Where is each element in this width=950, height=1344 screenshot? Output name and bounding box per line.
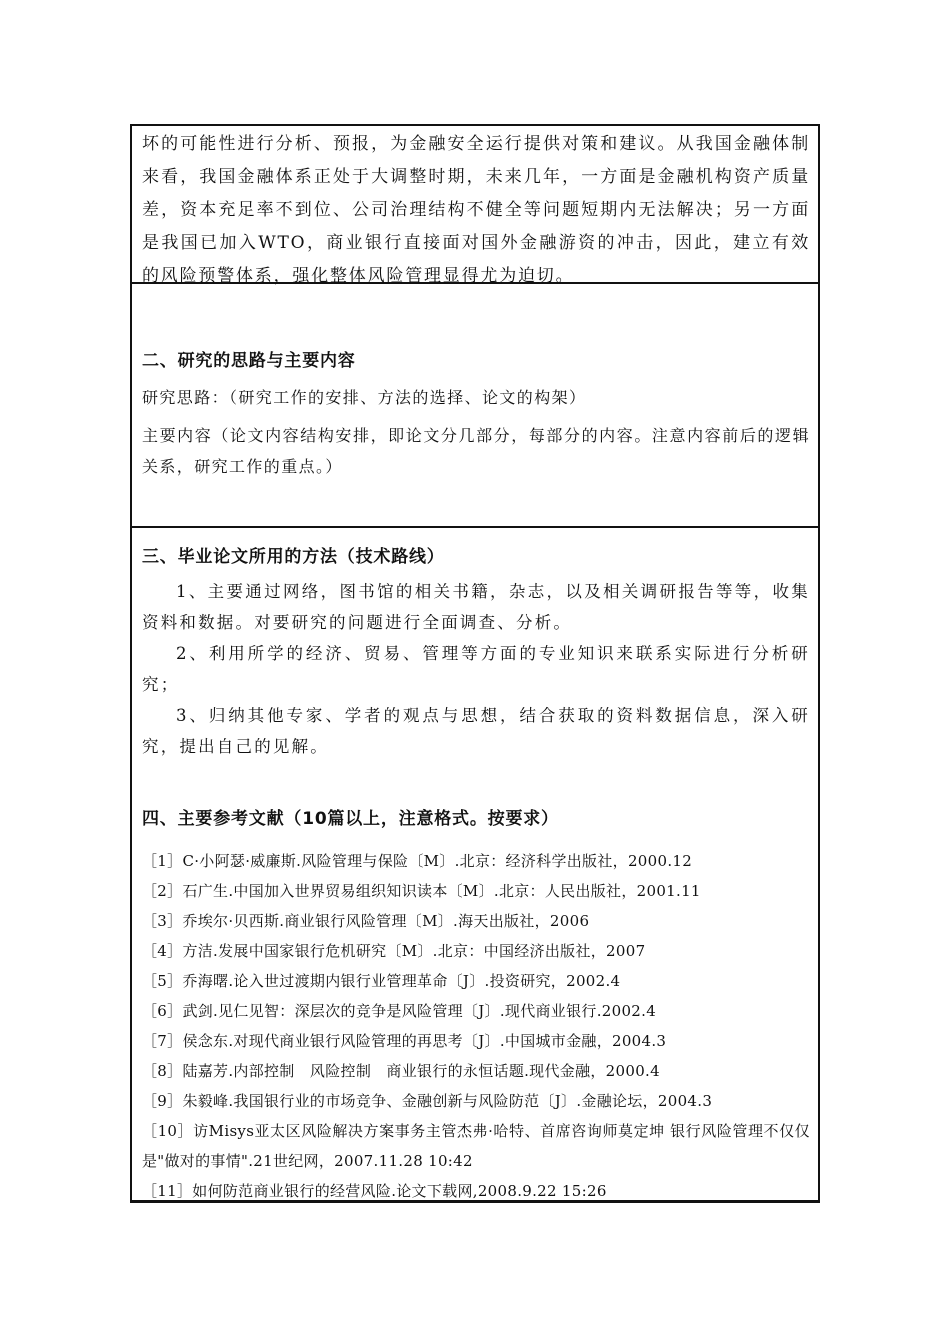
research-idea-note: 研究思路：（研究工作的安排、方法的选择、论文的构架） [142,388,587,407]
methods-and-references-cell [132,528,818,1200]
reference-item: ［8］陆嘉芳.内部控制 风险控制 商业银行的永恒话题.现代金融，2000.4 [142,1062,660,1080]
reference-item: ［10］访Misys亚太区风险解决方案事务主管杰弗·哈特、首席咨询师莫定坤 银行风险管理不仅仅是"做对的事情".21世纪网，2007.11.28 10:42 [142,1122,810,1170]
method-item: 3、归纳其他专家、学者的观点与思想，结合获取的资料数据信息，深入研究，提出自己的见解。 [142,706,810,756]
section-heading-references: 四、主要参考文献（10篇以上，注意格式。按要求） [142,809,559,829]
main-content-note: 主要内容（论文内容结构安排，即论文分几部分，每部分的内容。注意内容前后的逻辑关系，研究工作的重点。） [142,426,810,476]
reference-item: ［7］侯念东.对现代商业银行风险管理的再思考〔J〕.中国城市金融，2004.3 [142,1032,667,1050]
reference-item: ［6］武剑.见仁见智：深层次的竞争是风险管理〔J〕.现代商业银行.2002.4 [142,1002,657,1020]
proposal-form-table [130,124,820,1203]
section-heading-approach: 二、研究的思路与主要内容 [142,351,356,371]
reference-item: ［2］石广生.中国加入世界贸易组织知识读本〔M〕.北京：人民出版社，2001.11 [142,882,701,900]
reference-item: ［1］C·小阿瑟·威廉斯.风险管理与保险〔M〕.北京：经济科学出版社，2000.12 [142,852,693,870]
reference-item: ［9］朱毅峰.我国银行业的市场竞争、金融创新与风险防范〔J〕.金融论坛，2004.3 [142,1092,713,1110]
research-approach-cell [132,284,818,528]
method-item: 2、利用所学的经济、贸易、管理等方面的专业知识来联系实际进行分析研究； [142,644,810,694]
background-cell [132,126,818,284]
reference-item: ［4］方洁.发展中国家银行危机研究〔M〕.北京：中国经济出版社，2007 [142,942,646,960]
background-paragraph: 坏的可能性进行分析、预报，为金融安全运行提供对策和建议。从我国金融体制来看，我国金融体系正处于大调整时期，未来几年，一方面是金融机构资产质量差，资本充足率不到位、公司治理结构不健全等问题短期内无法解决；另一方面是我国已加入WTO，商业银行直接面对国外金融游资的冲击，因此，建立有效的风险预警体系，强化整体风险管理显得尤为迫切。 [142,134,810,286]
reference-list [142,846,810,1206]
reference-item: ［5］乔海曙.论入世过渡期内银行业管理革命〔J〕.投资研究，2002.4 [142,972,621,990]
method-item: 1、主要通过网络，图书馆的相关书籍，杂志，以及相关调研报告等等，收集资料和数据。对要研究的问题进行全面调查、分析。 [142,582,810,632]
reference-item: ［11］如何防范商业银行的经营风险.论文下载网,2008.9.22 15:26 [142,1182,607,1200]
section-heading-methods: 三、毕业论文所用的方法（技术路线） [142,547,445,567]
reference-item: ［3］乔埃尔·贝西斯.商业银行风险管理〔M〕.海天出版社，2006 [142,912,590,930]
